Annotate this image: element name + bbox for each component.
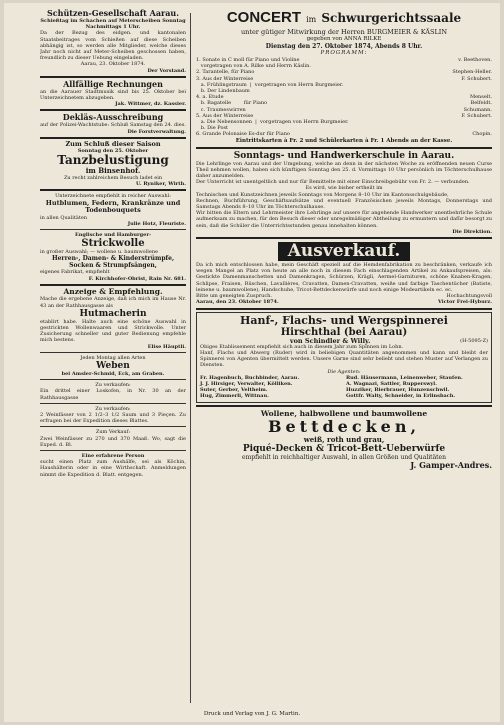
ad-items: Herren-, Damen- & Kinderstrümpfe, Socken & Strumpfsängen, [51,255,175,270]
ad-title: Anzeige & Empfehlung. [63,286,163,296]
separator [40,403,186,404]
separator [40,284,186,286]
ad-title: Dekläs-Ausschreibung [62,112,164,123]
ad-body: etablirt habe. Halte auch eine schöne Auswahl in gestrickten Wollenwaaren und Strickwolle. Unter Zusicherung schneller und guter Bedienung empfehle mich bestens. [40,318,186,344]
beds-line3: Piqué-Decken & Tricot-Bett-Ueberwürfe [242,443,446,454]
separator [196,308,492,310]
beds-line2: weiß, roth und grau, [303,434,385,444]
ad-body: Ein drittel einer Loskofen, in Nr. 30 an der Rathhausgasse [40,388,186,401]
ad-signature: Julie Hotz, Fleuriste. [127,220,186,227]
program-item-title: a. Frühlingstraum | vorgetragen von Herrn Burgmeier. [196,81,344,88]
ad-body: 2 Weinfässer von 2 1/2–3 1/2 Saum und 3 Pieçen. Zu erfragen bei der Expedition dieses Blattes. [40,412,186,425]
mill-agents-label: Die Agenten: [327,368,361,375]
ad-signature: Der Vorstand. [147,67,186,74]
sale-title-wrap [196,241,492,261]
program-item-composer: Stephen-Heller. [452,69,492,76]
newspaper-page [4,3,500,722]
ad-signature: F. Kirchhofer-Obrist, Rain Nr. 681. [88,275,186,282]
concert-date: Dienstag den 27. Oktober 1874, Abends 8 Uhr. [265,43,423,50]
ad-title: Weben [96,361,130,371]
program-item-composer: Schumann. [463,106,492,113]
ad-place: im Binsenhof. [85,166,141,176]
program-list [196,57,492,138]
program-item-title: 2. Tarantelle, für Piano [196,69,255,76]
program-item-title: 3. Aus der Winterreise [196,75,254,82]
sale-date: Aarau, den 23. Oktober 1874. [196,299,279,306]
ad-trade: Hutmacherin [79,308,147,319]
ad-pretitle: Zum Schluß dieser Saison [65,139,161,148]
beds-body: empfiehlt in reichhaltiger Auswahl, in allen Größen und Qualitäten [242,453,446,461]
program-item-title: a. Die Nebensonnen | vorgetragen von Herrn Burgmeier. [196,119,349,126]
concert-title [196,9,492,28]
ad-signature: Jak. Wittmer, dz. Kassier. [115,101,186,108]
ad-body: Unterzeichnete empfiehlt in reicher Auswahl: [55,193,171,200]
mill-agent: Hug, Zimmerli, Wittnau. [200,393,269,400]
ad-body: an die Aarauer Stadtmusik sind bis 25. Oktober bei Unterzeichnetem abzugeben. [40,88,186,102]
sale-sign-row [196,299,492,305]
concert-tickets: Eintrittskarten à Fr. 2 und Schülerkarten à Fr. 1 Abends an der Kasse. [235,137,453,144]
program-item-title: 4. a. Etude [196,94,224,101]
program-item-title: b. Bagatelle für Piano [196,100,268,107]
school-body: Der Unterricht ist unentgeltlich und nur für Bemittelte mit einer Einschreibgebühr von Fr. 2. — verbunden. [196,179,470,186]
ad-signature: bei Amsler-Schmid, Eck, am Graben. [61,371,165,377]
mill-agent: Suter, Gerber, Veltheim. [200,387,268,394]
separator [40,189,186,191]
program-item-title: c. Traumeswirren [196,106,246,113]
right-column [196,9,492,470]
school-body: Technischen und Kunstzeichnen jeweils Sonntags von Morgens 8–10 Uhr im Kantonsschulgebäude, [196,191,449,198]
concert-performer: gegeben von ANNA RILKE [306,36,382,42]
separator [40,379,186,380]
program-item-title: 5. Aus der Winterreise [196,112,254,119]
program-item-composer: F. Schubert. [461,75,492,82]
sale-title: Ausverkauf. [278,242,411,261]
mill-body: Hanf, Flachs und Abwerg (Ruder) wird in beliebigen Quantitäten angenommen und kann und bleibt der Spinnerei von Agenten übermittelt werden. Unsere Garne sind sehr beliebt und stehen Muster auf Verlangen zu Diensten. [200,349,488,369]
separator [40,450,186,451]
sale-signature: Victor Frei-Hyburz. [438,299,492,306]
program-item-title: 6. Grande Polonaise Es-dur für Piano [196,131,290,138]
left-column [40,9,186,478]
separator [196,405,492,407]
program-item-title: 1. Sonate in C moll für Piano und Violine [196,57,300,63]
mill-agent: Gottfr. Walty, Schneider, in Erlinsbach. [346,393,456,400]
ad-pretitle: Jeden Montag allen Arten [80,354,146,361]
school-body: Rechnen, Buchführung, Geschäftsaufsätze und eventuell Französischen jeweils Montags, Donnerstags und Samstags Abends 8–10 Uhr im Töchterschulhause. [196,197,492,211]
ad-signature: Die Forstverwaltung. [127,128,186,135]
mill-agents-list [200,375,488,400]
separator [40,426,186,427]
program-item-composer: F. Schubert. [461,112,492,119]
program-item-composer: Chopin. [472,131,492,138]
footer: Druck und Verlag von J. G. Martin. [203,711,301,717]
ad-title: Strickwolle [81,238,145,250]
mill-place: Hirschthal (bei Aarau) [280,326,408,338]
school-signature: Die Direktion. [452,228,492,235]
ad-body: auf der Polizei-Wachtstube: Schluß Samstag den 24. dies. [40,122,186,129]
mill-owner: von Schindler & Willy. [289,336,371,345]
mill-agent: Fr. Hagenbuch, Buchbinder, Aarau. [200,374,300,381]
beds-line1: Wollene, halbwollene und baumwollene [260,408,428,418]
separator [40,137,186,139]
program-item-title: b. Die Post [196,125,229,132]
ad-date: Aarau, 23. Oktober 1874. [80,61,146,68]
separator [196,237,492,239]
program-item-composer: v. Beethoven. [458,57,492,63]
separator [40,76,186,78]
separator [40,352,186,353]
ad-pretitle: Englische und Hamburger- [74,232,152,239]
ad-body: Zwei Weinfässer zu 270 und 370 Maaß. Wo, sagt die Exped. d. Bl. [40,435,186,448]
ad-title: Hutblumen, Federn, Krankränze und Todenbouquets [45,198,181,215]
ad-title: Schützen-Gesellschaft Aarau. [46,9,180,18]
mill-ad [196,312,492,403]
ad-title: Tanzbelustigung [57,153,169,168]
school-body: Wir bitten die Eltern und Lehrmeister ihre Lehrlinge auf unsere für angehende Handwerker unentbehrliche Schule aufmerksam zu machen, für den Besuch dieser oder unregelmäßiger Abtheilung zu ermuntern und dafür besorgt zu sein, daß die Schüler die Unterrichtsstunden genau innehalten können. [196,210,492,229]
mill-agent: J. J. Hirsiger, Verwalter, Kölliken. [200,380,293,387]
ad-title: Zum Verkauf: [95,429,131,436]
ad-body: sucht einen Platz zum Aushälfe, sei als Köchin, Haushälterin oder in eine Wirthschaft. Anmeldungen nimmt die Expedition d. Blatt. entgegen. [40,459,186,478]
ad-title: Zu verkaufen: [95,405,131,412]
beds-title: Bettdecken, [267,416,421,436]
concert-title-main: CONCERT [226,9,301,26]
mill-agent: Huzziker, Bierbrauer, Hunzenschwil. [346,387,450,394]
separator [40,229,186,230]
ad-title: Allfällige Rechnungen [63,78,163,89]
school-body: Es wird, wie bisher ertheilt im [305,185,383,192]
concert-title-venue: Schwurgerichtssaale [321,11,462,25]
program-item-title: vorgetragen von A. Rilke und Herrn Käslin. [196,63,311,70]
ad-body: in allen Qualitäten [40,214,88,221]
ad-body: eigenes Fabrikat, empfiehlt [40,269,110,276]
concert-title-im: im [306,15,317,24]
column-divider [190,13,191,703]
mill-owner-row [200,338,488,344]
mill-body: Obiges Etablissement empfiehlt sich auch in diesem Jahr zum Spinnen im Lohn. [200,343,404,350]
beds-signature: J. Gamper-Andres. [410,459,492,470]
mill-agent: Rud. Häusermann, Leinenweber, Staufen. [346,374,463,381]
program-item-composer: Menselt. [469,94,492,101]
ad-body: Zu recht zahlreichem Besuch ladet ein [63,175,163,182]
ad-title: Zu verkaufen: [95,382,131,389]
sale-greeting: Hochachtungsvoll [446,293,492,300]
program-label: PROGRAMM: [320,50,368,56]
ad-signature: U. Ryniker, Wirth. [135,181,186,188]
sale-body: Da ich mich entschlossen habe, mein Geschäft speziell auf die Hemdenfabrikation zu beschränken, verkaufe ich wegen Mangel an Platz von heute an alle noch in diesem Fach einschlagenden Artikel zu Ankaufspreisen, als: Gestickte Damenmanschetten und Damenkragen, Schürzen, Krägli, Aermel-Garnituren, schöne Knaben-Kragen, Schlipse, Fraisen, Rüschen, Lavallières, Cravatten, Damen-Cravatten, weiße und farbige Taschentücher (Batiste, leinene u. baumwollene), Handschuhe, Tricot-Bettdeckenwürfe und noch einige Modeartikeln ec. ec. [196,262,492,293]
ad-body: Da der Bezug des eidgen. und kantonalen Staatsbeitrages vom Schießen auf diese Scheiben abhängig ist, so werden alle Mitglieder, welche dieses Jahr noch nicht auf Meter-Scheiben geschossen haben, freundlich zu dieser Uebung eingeladen. [40,30,186,62]
school-title: Sonntags- und Handwerkerschule in Aarau. [233,150,455,161]
program-item-composer: Belfeldt. [470,100,492,107]
separator [196,147,492,149]
ad-date: Sonntag den 25. Oktober [77,147,149,154]
sale-plea: Bitte um geneigten Zuspruch. [196,293,272,300]
concert-subtitle: unter gütiger Mitwirkung der Herren BURGMEIER & KÄSLIN [240,28,448,36]
separator [40,109,186,111]
mill-title: Hanf-, Flachs- und Wergspinnerei [240,313,448,327]
ad-body: in großer Auswahl; — wollene u. baumwollene [40,249,159,256]
ad-body: Mache die ergebene Anzeige, daß ich mich im Hause Nr. 43 an der Rathhausgasse als [40,296,186,309]
mill-code: (H-5095-Z) [460,337,488,344]
ad-signature: Elise Häuptli. [147,343,186,350]
mill-agent: A. Wagnazi, Sattler, Rupperswyl. [346,380,437,387]
ad-subtitle: Schießtag im Schachen auf Meterscheiben Sonntag Nachmittags 1 Uhr. [40,18,186,31]
program-item-title: b. Der Lindenbaum [196,88,250,95]
school-body: Die Lehrlinge von Aarau und der Umgebung, welche an denn in der nächsten Woche zu eröffnenden neuen Curse Theil nehmen wollen, haben sich künftigen Sonntag den 25. d. Vormittags 10 Uhr persönlich im Töchterschulhause daher anzumelden. [196,160,492,180]
ad-title: Eine erfahrene Person [81,453,145,460]
